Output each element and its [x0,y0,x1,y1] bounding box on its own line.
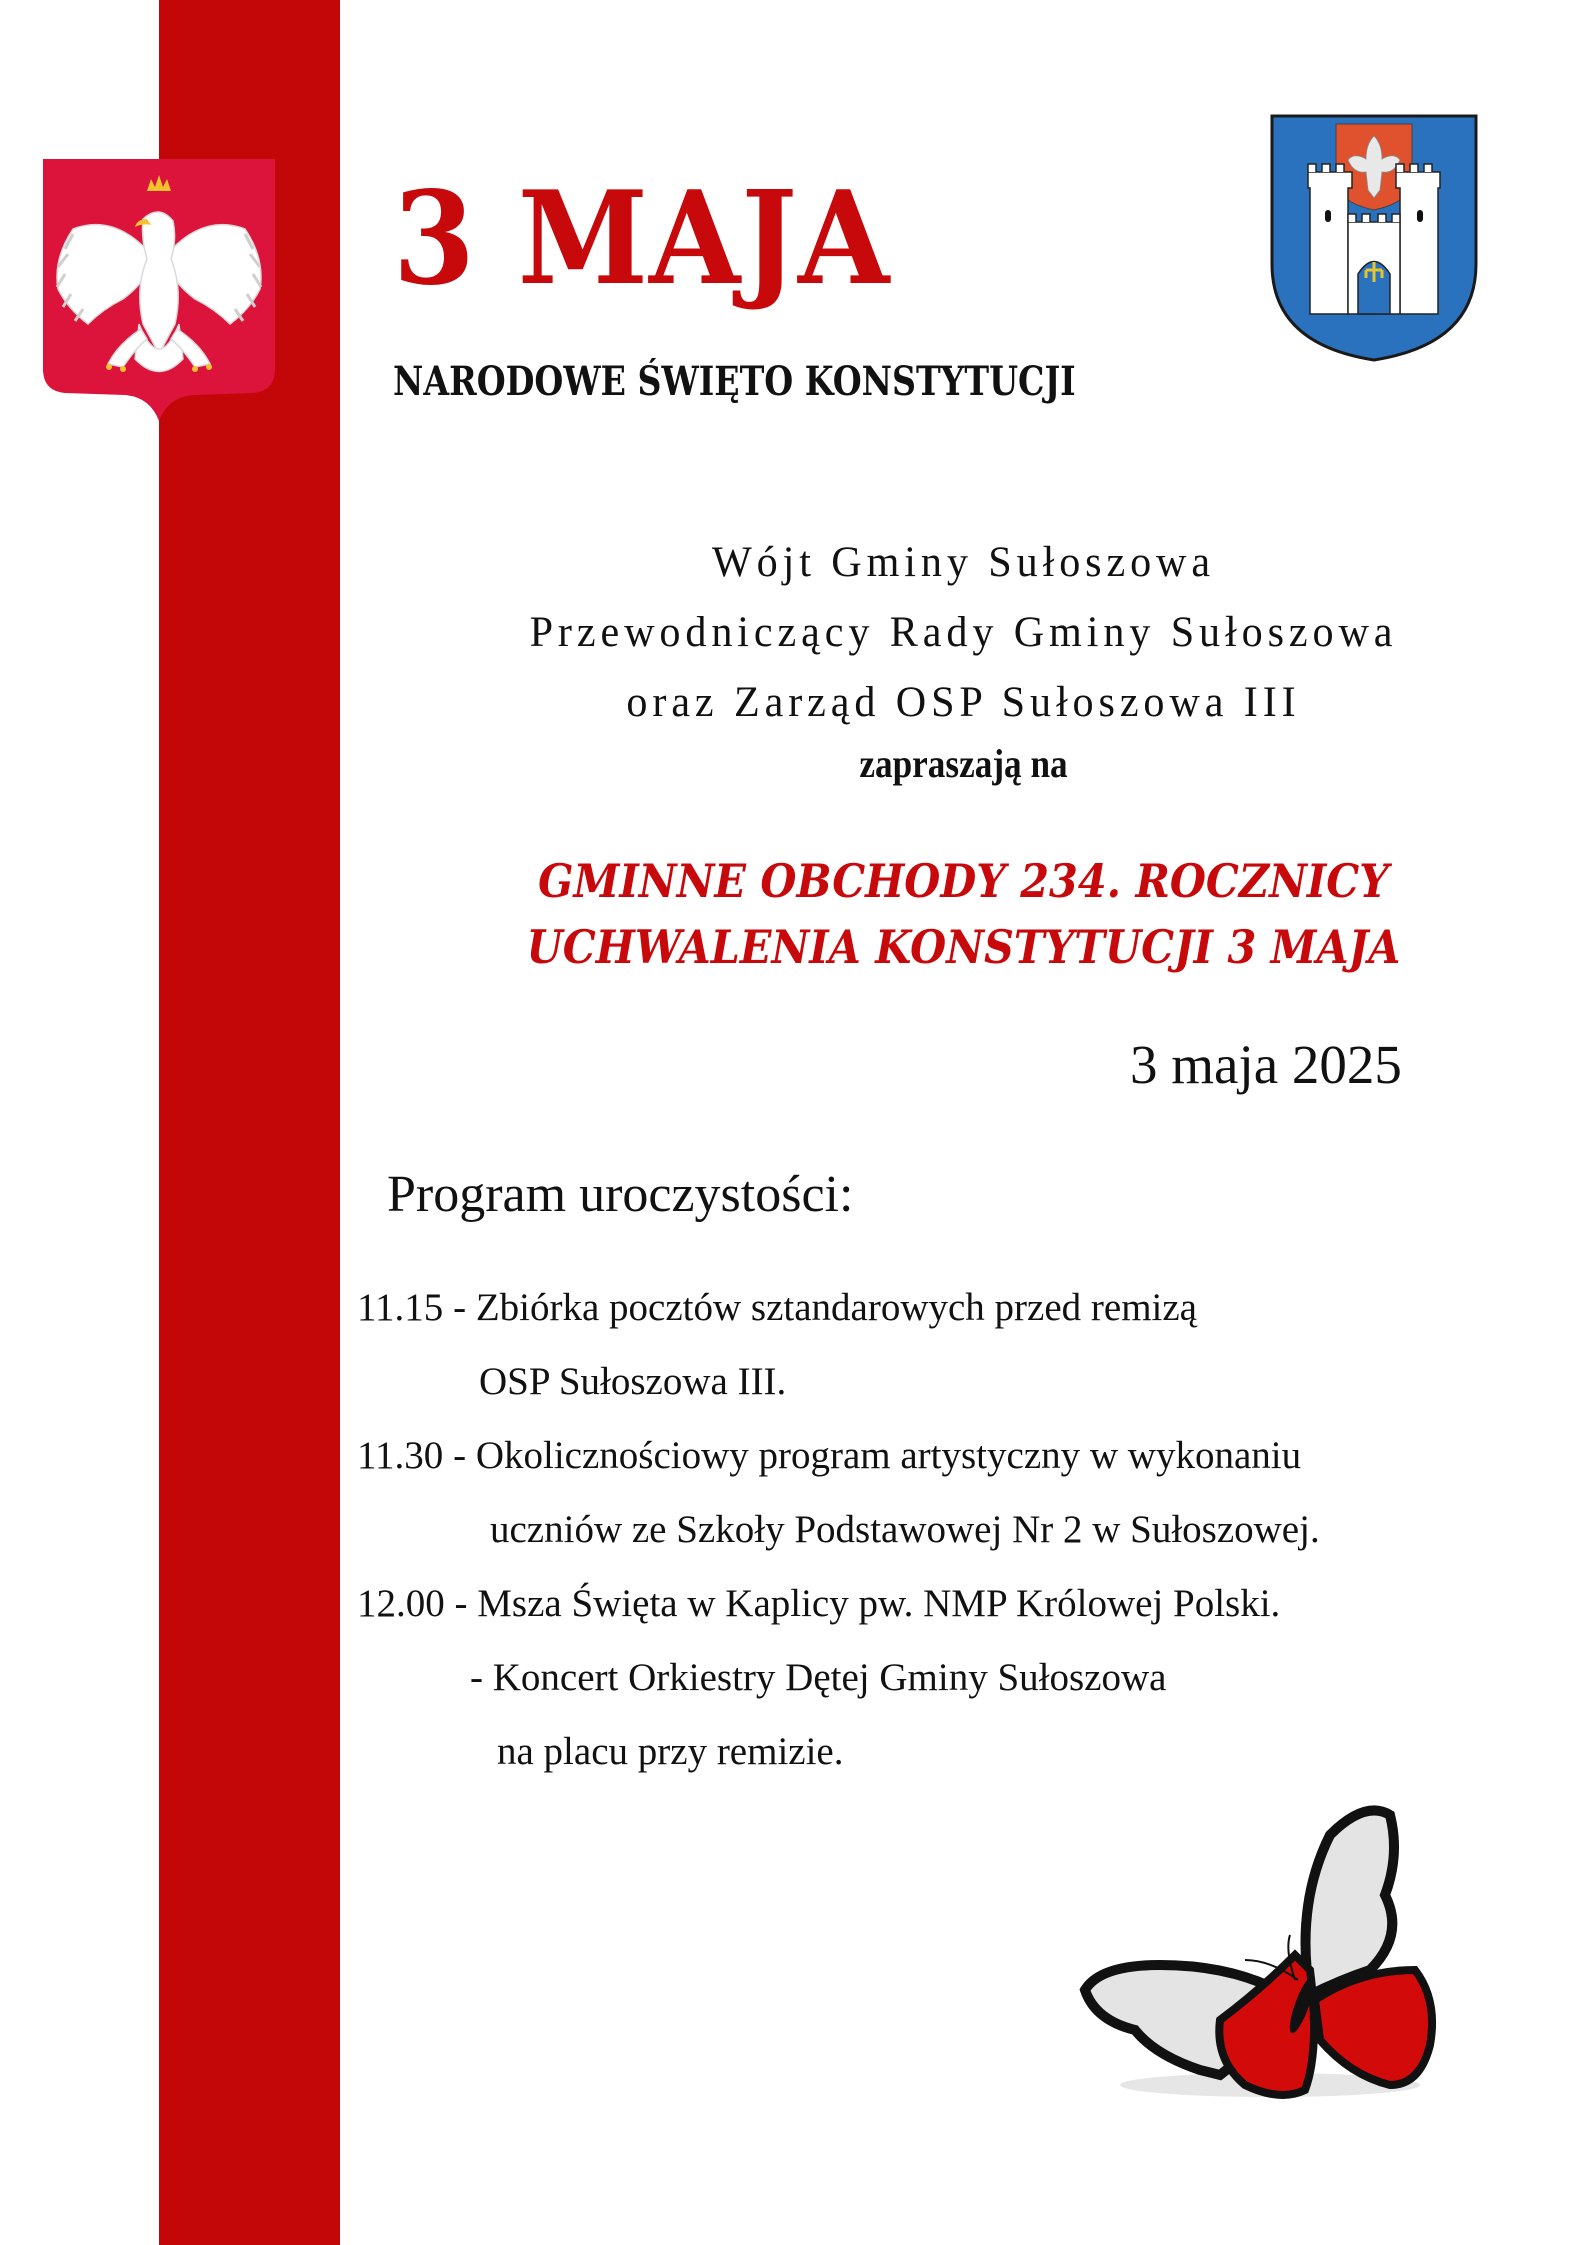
event-title-line: GMINNE OBCHODY 234. ROCZNICY [538,854,1389,908]
subtitle: NARODOWE ŚWIĘTO KONSTYTUCJI [393,358,1076,405]
program-item: 11.30 - Okolicznościowy program artystyczny w wykonaniu [357,1434,1302,1477]
host-line: oraz Zarząd OSP Sułoszowa III [626,679,1301,726]
invite-text: zapraszają na [859,741,1068,786]
program-text: Zbiórka pocztów sztandarowych przed remizą [475,1286,1197,1329]
program-time: 11.30 [357,1434,444,1477]
program-item-continuation: OSP Sułoszowa III. [479,1360,787,1403]
program-time: 11.15 [357,1286,444,1329]
program-text: Koncert Orkiestry Dętej Gminy Sułoszowa [492,1656,1167,1699]
host-line: Wójt Gminy Sułoszowa [712,539,1215,586]
program-text: Okolicznościowy program artystyczny w wykonaniu [475,1434,1302,1477]
main-title: 3 MAJA [393,164,891,314]
program-list [357,1285,1320,1803]
program-item: 11.15 - Zbiórka pocztów sztandarowych przed remizą [357,1286,1197,1329]
polish-eagle-emblem-icon [43,159,275,421]
program-time: 12.00 [357,1582,445,1625]
program-item: - Koncert Orkiestry Dętej Gminy Sułoszowa [470,1656,1167,1699]
event-title [402,848,1524,980]
polish-flag-butterfly-icon [1040,1785,1440,2105]
event-date: 3 maja 2025 [1130,1034,1402,1095]
event-title-line: UCHWALENIA KONSTYTUCJI 3 MAJA [526,920,1401,974]
gmina-coat-of-arms-icon [1270,114,1478,362]
program-item-continuation: na placu przy remizie. [497,1730,844,1773]
program-title: Program uroczystości: [387,1166,854,1223]
program-item-continuation: uczniów ze Szkoły Podstawowej Nr 2 w Sułoszowej. [490,1508,1320,1551]
program-text: Msza Święta w Kaplicy pw. NMP Królowej Polski. [477,1582,1281,1625]
host-line: Przewodniczący Rady Gminy Sułoszowa [529,609,1398,656]
hosts-block [352,528,1574,738]
program-item: 12.00 - Msza Święta w Kaplicy pw. NMP Królowej Polski. [357,1582,1281,1625]
